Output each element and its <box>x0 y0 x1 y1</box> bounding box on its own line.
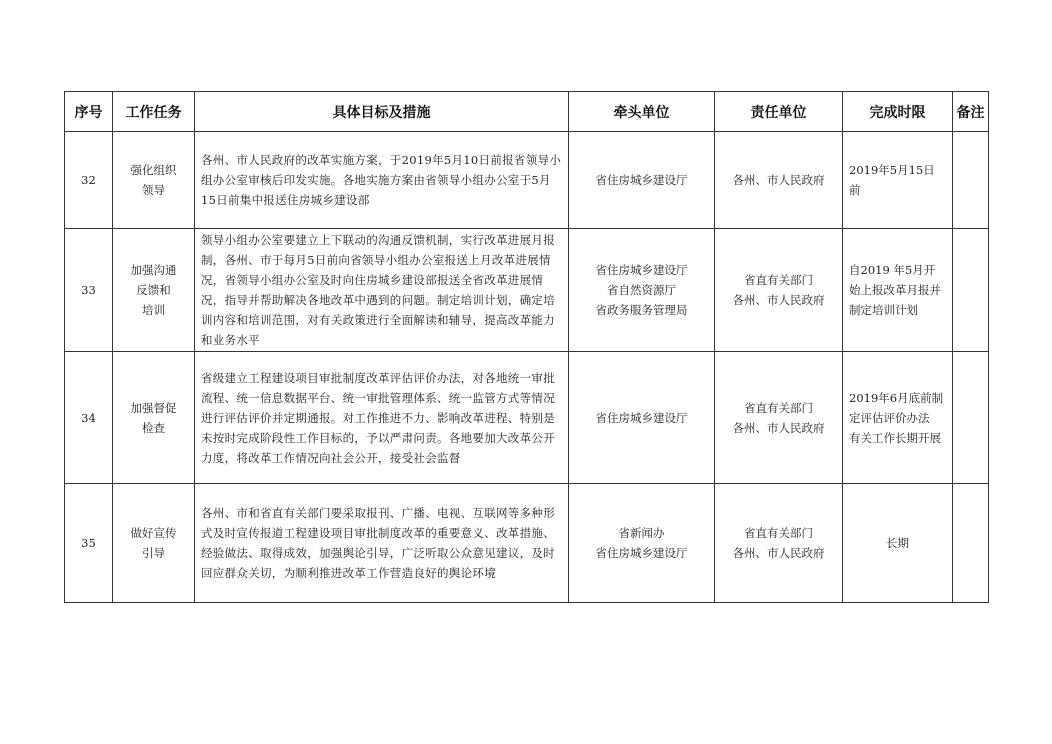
row-lead-unit: 省住房城乡建设厅 <box>569 132 715 229</box>
header-lead-unit: 牵头单位 <box>569 92 715 132</box>
row-responsible-unit: 省直有关部门 各州、市人民政府 <box>715 229 843 352</box>
row-task: 强化组织 领导 <box>113 132 195 229</box>
row-number: 32 <box>65 132 113 229</box>
table-header-row <box>65 92 989 132</box>
row-note <box>953 132 989 229</box>
row-responsible-unit: 省直有关部门 各州、市人民政府 <box>715 352 843 484</box>
row-deadline: 2019年5月15日前 <box>843 132 953 229</box>
row-measures: 省级建立工程建设项目审批制度改革评估评价办法，对各地统一审批流程、统一信息数据平台、统一审批管理体系、统一监管方式等情况进行评估评价并定期通报。对工作推进不力、影响改革进程、特别是未按时完成阶段性工作目标的，予以严肃问责。各地要加大改革公开力度，将改革工作情况向社会公开，接受社会监督 <box>195 352 569 484</box>
row-lead-unit: 省住房城乡建设厅 <box>569 352 715 484</box>
row-measures: 各州、市和省直有关部门要采取报刊、广播、电视、互联网等多种形式及时宣传报道工程建设项目审批制度改革的重要意义、改革措施、经验做法、取得成效，加强舆论引导，广泛听取公众意见建议，及时回应群众关切，为顺利推进改革工作营造良好的舆论环境 <box>195 484 569 603</box>
header-no: 序号 <box>65 92 113 132</box>
measures-table <box>64 91 989 603</box>
header-responsible-unit: 责任单位 <box>715 92 843 132</box>
table-row <box>65 352 989 484</box>
table-row <box>65 132 989 229</box>
row-deadline: 自2019 年5月开始上报改革月报并制定培训计划 <box>843 229 953 352</box>
row-responsible-unit: 各州、市人民政府 <box>715 132 843 229</box>
row-lead-unit: 省新闻办 省住房城乡建设厅 <box>569 484 715 603</box>
row-measures: 领导小组办公室要建立上下联动的沟通反馈机制，实行改革进展月报制，各州、市于每月5日前向省领导小组办公室报送上月改革进展情况，省领导小组办公室及时向住房城乡建设部报送全省改革进展情况，指导并帮助解决各地改革中遇到的问题。制定培训计划，确定培训内容和培训范围，对有关政策进行全面解读和辅导，提高改革能力和业务水平 <box>195 229 569 352</box>
header-note: 备注 <box>953 92 989 132</box>
row-task: 加强沟通 反馈和 培训 <box>113 229 195 352</box>
row-note <box>953 484 989 603</box>
row-task: 加强督促 检查 <box>113 352 195 484</box>
row-number: 33 <box>65 229 113 352</box>
row-deadline: 长期 <box>843 484 953 603</box>
header-task: 工作任务 <box>113 92 195 132</box>
row-responsible-unit: 省直有关部门 各州、市人民政府 <box>715 484 843 603</box>
row-lead-unit: 省住房城乡建设厅 省自然资源厅 省政务服务管理局 <box>569 229 715 352</box>
row-note <box>953 229 989 352</box>
header-measures: 具体目标及措施 <box>195 92 569 132</box>
row-note <box>953 352 989 484</box>
row-task: 做好宣传 引导 <box>113 484 195 603</box>
row-measures: 各州、市人民政府的改革实施方案，于2019年5月10日前报省领导小组办公室审核后印发实施。各地实施方案由省领导小组办公室于5月15日前集中报送住房城乡建设部 <box>195 132 569 229</box>
table-row <box>65 484 989 603</box>
row-number: 35 <box>65 484 113 603</box>
header-deadline: 完成时限 <box>843 92 953 132</box>
table-row <box>65 229 989 352</box>
row-number: 34 <box>65 352 113 484</box>
row-deadline: 2019年6月底前制定评估评价办法 有关工作长期开展 <box>843 352 953 484</box>
